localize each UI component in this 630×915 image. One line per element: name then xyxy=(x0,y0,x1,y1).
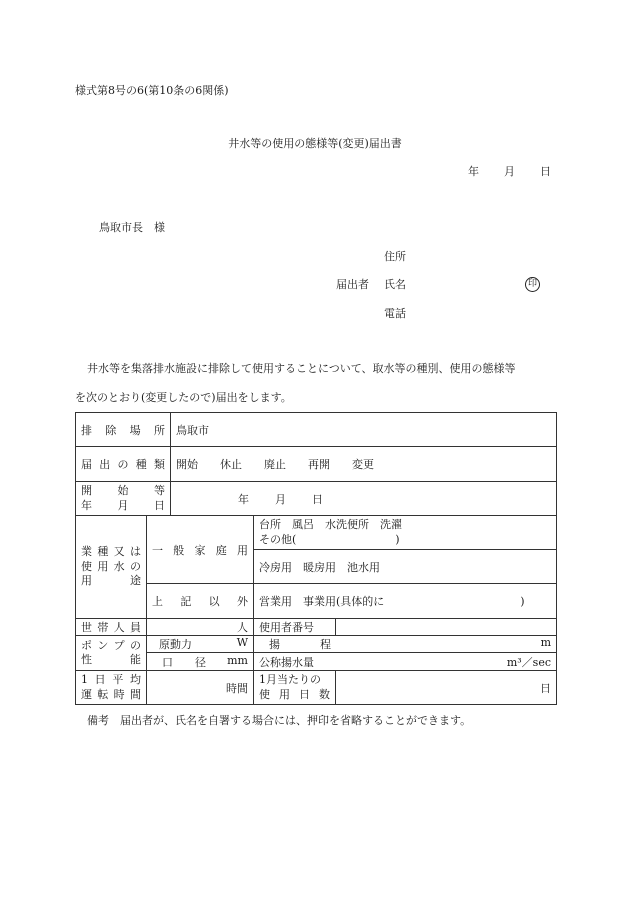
user-number-value[interactable] xyxy=(336,619,557,636)
notifier-label: 届出者 xyxy=(336,278,369,291)
option-change[interactable]: 変更 xyxy=(352,458,374,471)
seal-mark: 印 xyxy=(525,277,540,292)
operation-row xyxy=(76,671,557,705)
header-date-month: 月 xyxy=(504,165,515,178)
phone-label: 電話 xyxy=(384,307,406,320)
usage-household-row-1 xyxy=(76,516,557,550)
form-number: 様式第8号の6(第10条の6関係) xyxy=(75,84,229,97)
usage-label: 業 種 又 は 使 用 水 の 用 途 xyxy=(76,516,147,619)
start-date-value[interactable]: 年 月 日 xyxy=(171,482,557,516)
power-unit: W xyxy=(236,636,248,649)
address-label: 住所 xyxy=(384,250,406,263)
pump-row-2 xyxy=(76,653,557,671)
body-text-line1: 井水等を集落排水施設に排除して使用することについて、取水等の種別、使用の態様等 xyxy=(87,362,516,375)
operation-label: 1 日 平 均 運 転 時 間 xyxy=(76,671,147,705)
discharge-place-value: 鳥取市 xyxy=(171,413,557,447)
name-label: 氏名 xyxy=(384,278,406,291)
header-date-year: 年 xyxy=(468,165,479,178)
household-members-value[interactable]: 人 xyxy=(147,619,254,636)
pump-volume-cell[interactable] xyxy=(254,653,557,671)
lift-cell[interactable] xyxy=(254,636,557,653)
household-members-label: 世 帯 人 員 xyxy=(81,621,141,634)
pump-volume-label: 公称揚水量 xyxy=(259,655,314,669)
bore-label-1: 口 xyxy=(162,655,173,669)
start-date-label-line2: 年 月 日 xyxy=(81,498,165,512)
start-date-row xyxy=(76,482,557,516)
other-use-label: 上 記 以 外 xyxy=(152,595,248,608)
household-options-1[interactable]: 台所 風呂 水洗便所 洗濯 その他( ) xyxy=(254,516,557,550)
bore-unit: mm xyxy=(227,653,248,667)
start-date-label-line1: 開 始 等 xyxy=(81,483,165,497)
power-cell[interactable] xyxy=(147,636,254,653)
household-use-label: 一 般 家 庭 用 xyxy=(152,543,248,557)
option-resume[interactable]: 再開 xyxy=(308,458,330,471)
household-options-2[interactable]: 冷房用 暖房用 池水用 xyxy=(254,550,557,584)
pump-label: ポ ン プ の 性 能 xyxy=(76,636,147,671)
pump-volume-unit: m³／sec xyxy=(506,655,551,669)
body-text-line2: を次のとおり(変更したので)届出をします。 xyxy=(75,391,292,404)
notification-type-options xyxy=(171,447,557,482)
notification-type-label: 届 出 の 種 類 xyxy=(81,458,165,471)
household-members-row xyxy=(76,619,557,636)
bore-cell[interactable] xyxy=(147,653,254,671)
lift-unit: m xyxy=(540,636,551,649)
option-start[interactable]: 開始 xyxy=(176,458,198,471)
bore-label-2: 径 xyxy=(195,655,206,669)
form-title: 井水等の使用の態様等(変更)届出書 xyxy=(228,137,402,150)
addressee: 鳥取市長 様 xyxy=(99,221,165,234)
remarks: 備考 届出者が、氏名を自署する場合には、押印を省略することができます。 xyxy=(87,714,472,727)
lift-label-2: 程 xyxy=(320,638,331,651)
discharge-place-row xyxy=(76,413,557,447)
discharge-place-label: 排 除 場 所 xyxy=(81,423,165,437)
lift-label-1: 揚 xyxy=(269,638,280,651)
header-date-day: 日 xyxy=(540,165,551,178)
usage-days-label: 1月当たりの 使 用 日 数 xyxy=(254,671,336,705)
option-abolish[interactable]: 廃止 xyxy=(264,458,286,471)
usage-days-value[interactable]: 日 xyxy=(336,671,557,705)
usage-other-row xyxy=(76,584,557,619)
user-number-label: 使用者番号 xyxy=(254,619,336,636)
power-label: 原動力 xyxy=(159,638,192,651)
pump-row-1 xyxy=(76,636,557,653)
option-suspend[interactable]: 休止 xyxy=(220,458,242,471)
notification-form-table xyxy=(75,412,557,705)
operation-hours-value[interactable]: 時間 xyxy=(147,671,254,705)
notification-type-row xyxy=(76,447,557,482)
other-use-options[interactable]: 営業用 事業用(具体的に ) xyxy=(254,584,557,619)
